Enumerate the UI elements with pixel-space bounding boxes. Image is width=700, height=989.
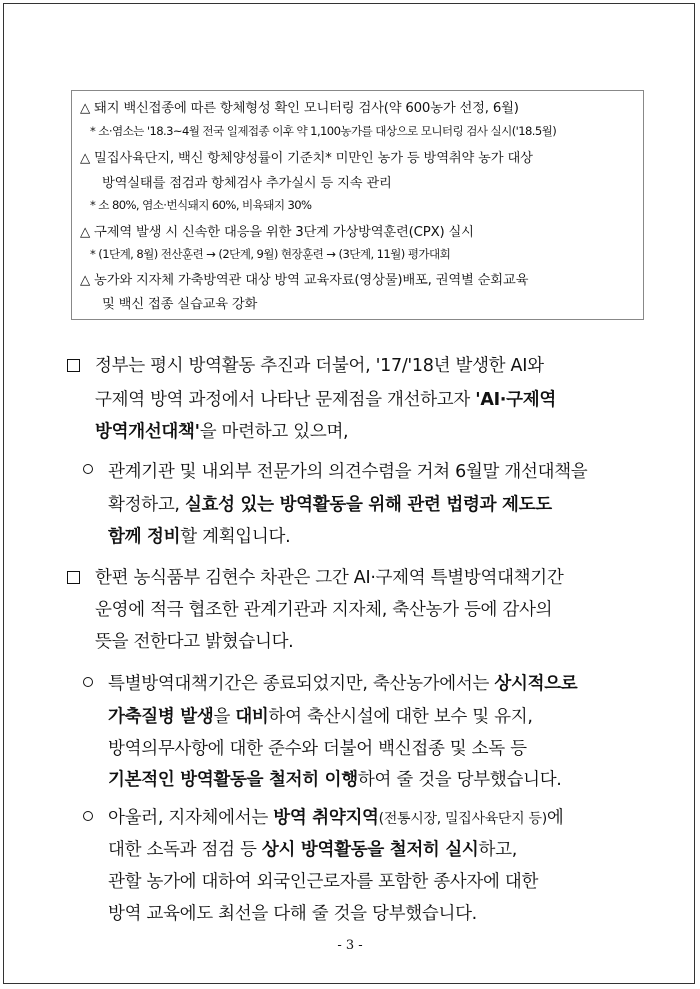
p1-line-1: 정부는 평시 방역활동 추진과 더불어, '17/'18년 발생한 AI와 <box>95 356 544 376</box>
square-bullet-icon <box>67 571 80 584</box>
p4-line-4: 기본적인 방역활동을 철저히 이행하여 줄 것을 당부했습니다. <box>108 770 562 790</box>
p5-line-3: 관할 농가에 대하여 외국인근로자를 포함한 종사자에 대한 <box>108 872 539 892</box>
circle-bullet-icon <box>83 811 93 821</box>
note-line-5: * 소 80%, 염소·번식돼지 60%, 비육돼지 30% <box>90 198 312 212</box>
note-line-7: * (1단계, 8월) 전산훈련 → (2단계, 9월) 현장훈련 → (3단계, 11월) 평가대회 <box>90 247 451 261</box>
p4-line-2: 가축질병 발생을 대비하여 축산시설에 대한 보수 및 유지, <box>108 707 533 727</box>
note-line-2: * 소·염소는 '18.3~4월 전국 일제접종 이후 약 1,100농가를 대상으로 모니터링 검사 실시('18.5월) <box>90 124 557 138</box>
note-line-1: △ 돼지 백신접종에 따른 항체형성 확인 모니터링 검사(약 600농가 선정, 6월) <box>80 101 519 116</box>
p5-line-1: 아울러, 지자체에서는 방역 취약지역(전통시장, 밀집사육단지 등)에 <box>108 808 564 828</box>
note-line-9: 및 백신 접종 실습교육 강화 <box>102 297 258 312</box>
p2-line-1: 관계기관 및 내외부 전문가의 의견수렴을 거쳐 6월말 개선대책을 <box>108 462 588 482</box>
square-bullet-icon <box>67 359 80 372</box>
note-line-4: 방역실태를 점검과 항체검사 추가실시 등 지속 관리 <box>102 176 392 191</box>
note-line-6: △ 구제역 발생 시 신속한 대응을 위한 3단계 가상방역훈련(CPX) 실시 <box>80 225 474 240</box>
p1-line-2: 구제역 방역 과정에서 나타난 문제점을 개선하고자 'AI·구제역 <box>95 390 556 410</box>
page-number: - 3 - <box>337 938 363 953</box>
p4-line-3: 방역의무사항에 대한 준수와 더불어 백신접종 및 소독 등 <box>108 739 527 759</box>
p3-line-1: 한편 농식품부 김현수 차관은 그간 AI·구제역 특별방역대책기간 <box>95 568 564 588</box>
p4-line-1: 특별방역대책기간은 종료되었지만, 축산농가에서는 상시적으로 <box>108 674 578 694</box>
circle-bullet-icon <box>83 677 93 687</box>
note-line-8: △ 농가와 지자체 가축방역관 대상 방역 교육자료(영상물)배포, 권역별 순회교육 <box>80 273 529 288</box>
circle-bullet-icon <box>83 464 93 474</box>
p5-line-4: 방역 교육에도 최선을 다해 줄 것을 당부했습니다. <box>108 904 477 924</box>
p2-line-2: 확정하고, 실효성 있는 방역활동을 위해 관련 법령과 제도도 <box>108 495 552 515</box>
p2-line-3: 함께 정비할 계획입니다. <box>108 527 291 547</box>
p3-line-2: 운영에 적극 협조한 관계기관과 지자체, 축산농가 등에 감사의 <box>95 600 553 620</box>
p5-line-2: 대한 소독과 점검 등 상시 방역활동을 철저히 실시하고, <box>108 840 518 860</box>
p1-line-3: 방역개선대책'을 마련하고 있으며, <box>95 422 349 442</box>
note-line-3: △ 밀집사육단지, 백신 항체양성률이 기준치* 미만인 농가 등 방역취약 농가 대상 <box>80 151 533 166</box>
p3-line-3: 뜻을 전한다고 밝혔습니다. <box>95 632 294 652</box>
